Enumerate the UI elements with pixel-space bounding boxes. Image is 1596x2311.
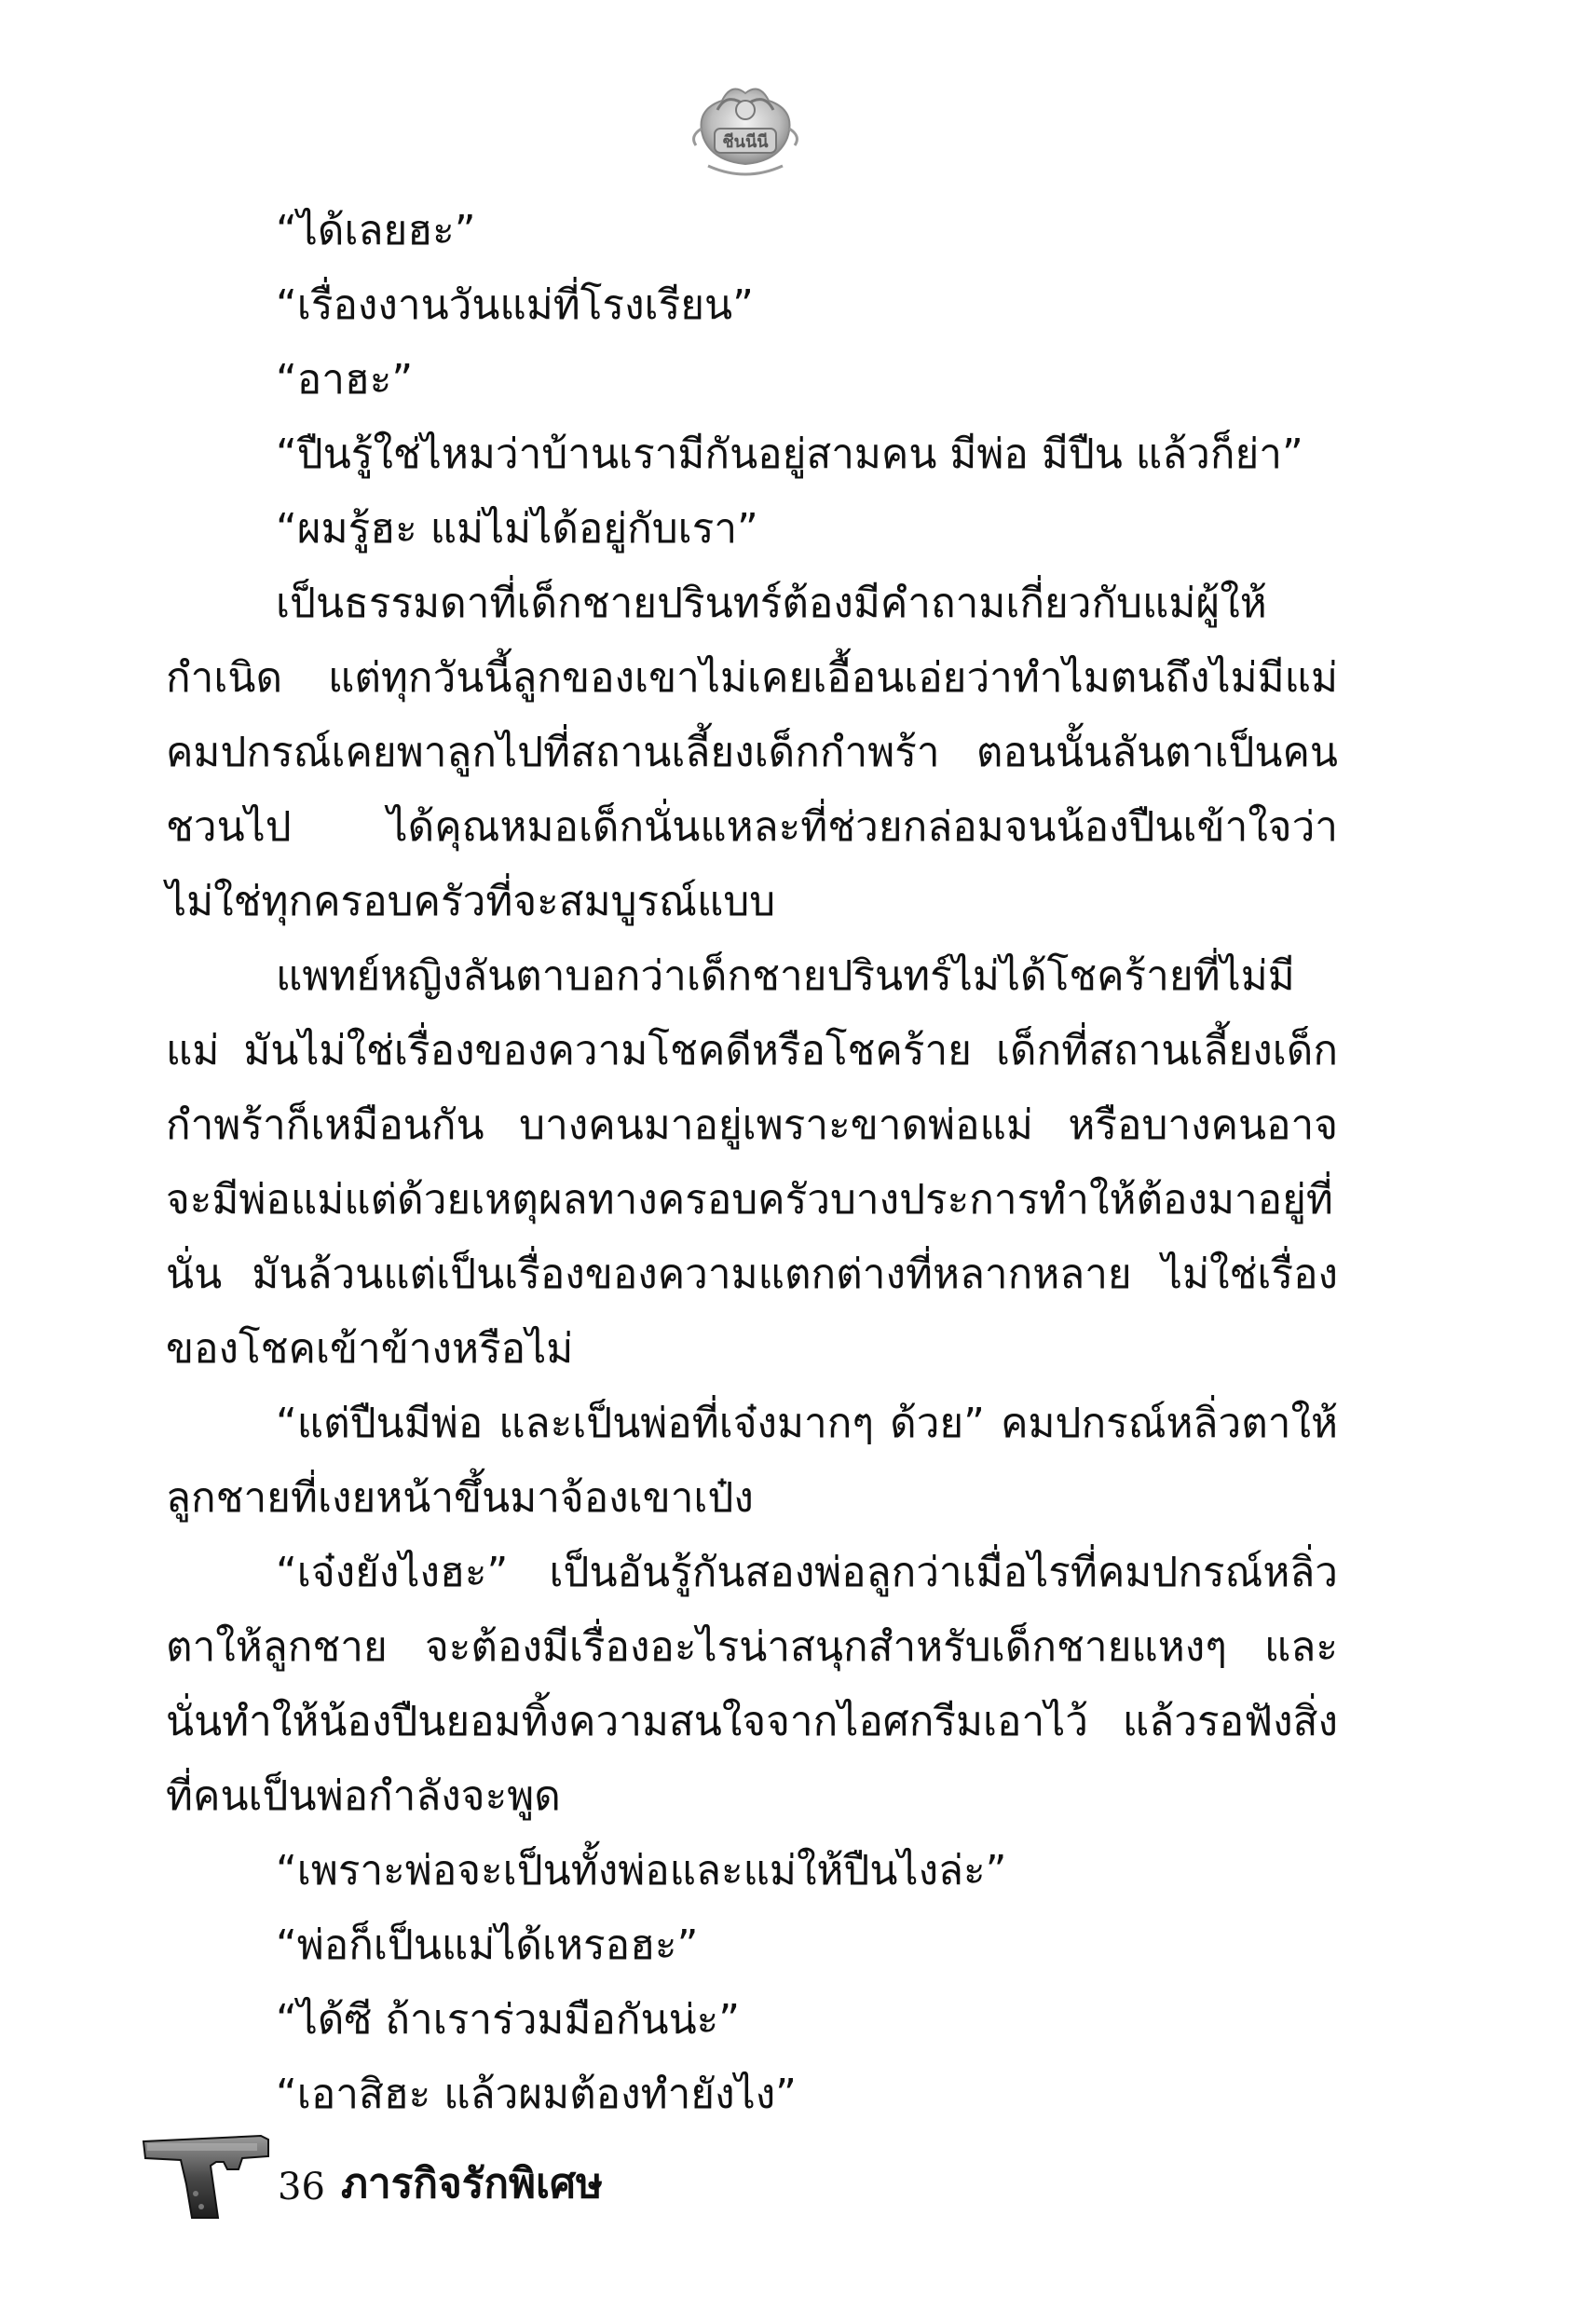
book-title: ภารกิจรักพิเศษ [341, 2160, 604, 2208]
dialogue-line: “เรื่องงานวันแม่ที่โรงเรียน” [276, 281, 754, 329]
narrative-paragraph: แพทย์หญิงลันตาบอกว่าเด็กชายปรินทร์ไม่ได้โชคร้ายที่ไม่มีแม่ มันไม่ใช่เรื่องของความโชคดีหรือโชคร้าย เด็กที่สถานเลี้ยงเด็กกำพร้าก็เหมือนกัน บางคนมาอยู่เพราะขาดพ่อแม่ หรือบางคนอาจจะมีพ่อแม่แต่ด้วยเหตุผลทางครอบครัวบางประการทำให้ต้องมาอยู่ที่นั่น มันล้วนแต่เป็นเรื่องของความแตกต่างที่หลากหลาย ไม่ใช่เรื่องของโชคเข้าข้างหรือไม่ [166, 952, 1338, 1373]
dialogue-line: “ผมรู้ฮะ แม่ไม่ได้อยู่กับเรา” [276, 505, 758, 553]
page-number: 36 [278, 2166, 325, 2208]
narrative-paragraph: “เจ๋งยังไงฮะ” เป็นอันรู้กันสองพ่อลูกว่าเมื่อไรที่คมปกรณ์หลิ่วตาให้ลูกชาย จะต้องมีเรื่องอะไรน่าสนุกสำหรับเด็กชายแหงๆ และนั่นทำให้น้องปืนยอมทิ้งความสนใจจากไอศกรีมเอาไว้ แล้วรอฟังสิ่งที่คนเป็นพ่อกำลังจะพูด [166, 1549, 1338, 1820]
body-text [166, 194, 1338, 2132]
narrative-paragraph: “แต่ปืนมีพ่อ และเป็นพ่อที่เจ๋งมากๆ ด้วย” คมปกรณ์หลิ่วตาให้ลูกชายที่เงยหน้าขึ้นมาจ้องเขาเป๋ง [166, 1400, 1338, 1522]
dialogue-line: “ได้ซี ถ้าเราร่วมมือกันน่ะ” [276, 1996, 741, 2044]
dialogue-line: “เอาสิฮะ แล้วผมต้องทำยังไง” [276, 2071, 797, 2118]
dialogue-line: “ได้เลยฮะ” [276, 207, 476, 254]
svg-text:ชีนนีนี: ชีนนีนี [722, 132, 769, 152]
dialogue-line: “ปืนรู้ใช่ไหมว่าบ้านเรามีกันอยู่สามคน มีพ่อ มีปืน แล้วก็ย่า” [276, 431, 1303, 478]
page-footer [138, 2128, 697, 2231]
dialogue-line: “อาฮะ” [276, 356, 414, 403]
pistol-icon [138, 2128, 287, 2222]
crest-logo-icon [685, 73, 806, 185]
dialogue-line: “พ่อก็เป็นแม่ได้เหรอฮะ” [276, 1921, 699, 1969]
dialogue-line: “เพราะพ่อจะเป็นทั้งพ่อและแม่ให้ปืนไงล่ะ” [276, 1847, 1007, 1894]
narrative-paragraph: เป็นธรรมดาที่เด็กชายปรินทร์ต้องมีคำถามเกี่ยวกับแม่ผู้ให้กำเนิด แต่ทุกวันนี้ลูกของเขาไม่เคยเอื้อนเอ่ยว่าทำไมตนถึงไม่มีแม่ คมปกรณ์เคยพาลูกไปที่สถานเลี้ยงเด็กกำพร้า ตอนนั้นลันตาเป็นคนชวนไป ได้คุณหมอเด็กนั่นแหละที่ช่วยกล่อมจนน้องปืนเข้าใจว่าไม่ใช่ทุกครอบครัวที่จะสมบูรณ์แบบ [166, 580, 1338, 925]
